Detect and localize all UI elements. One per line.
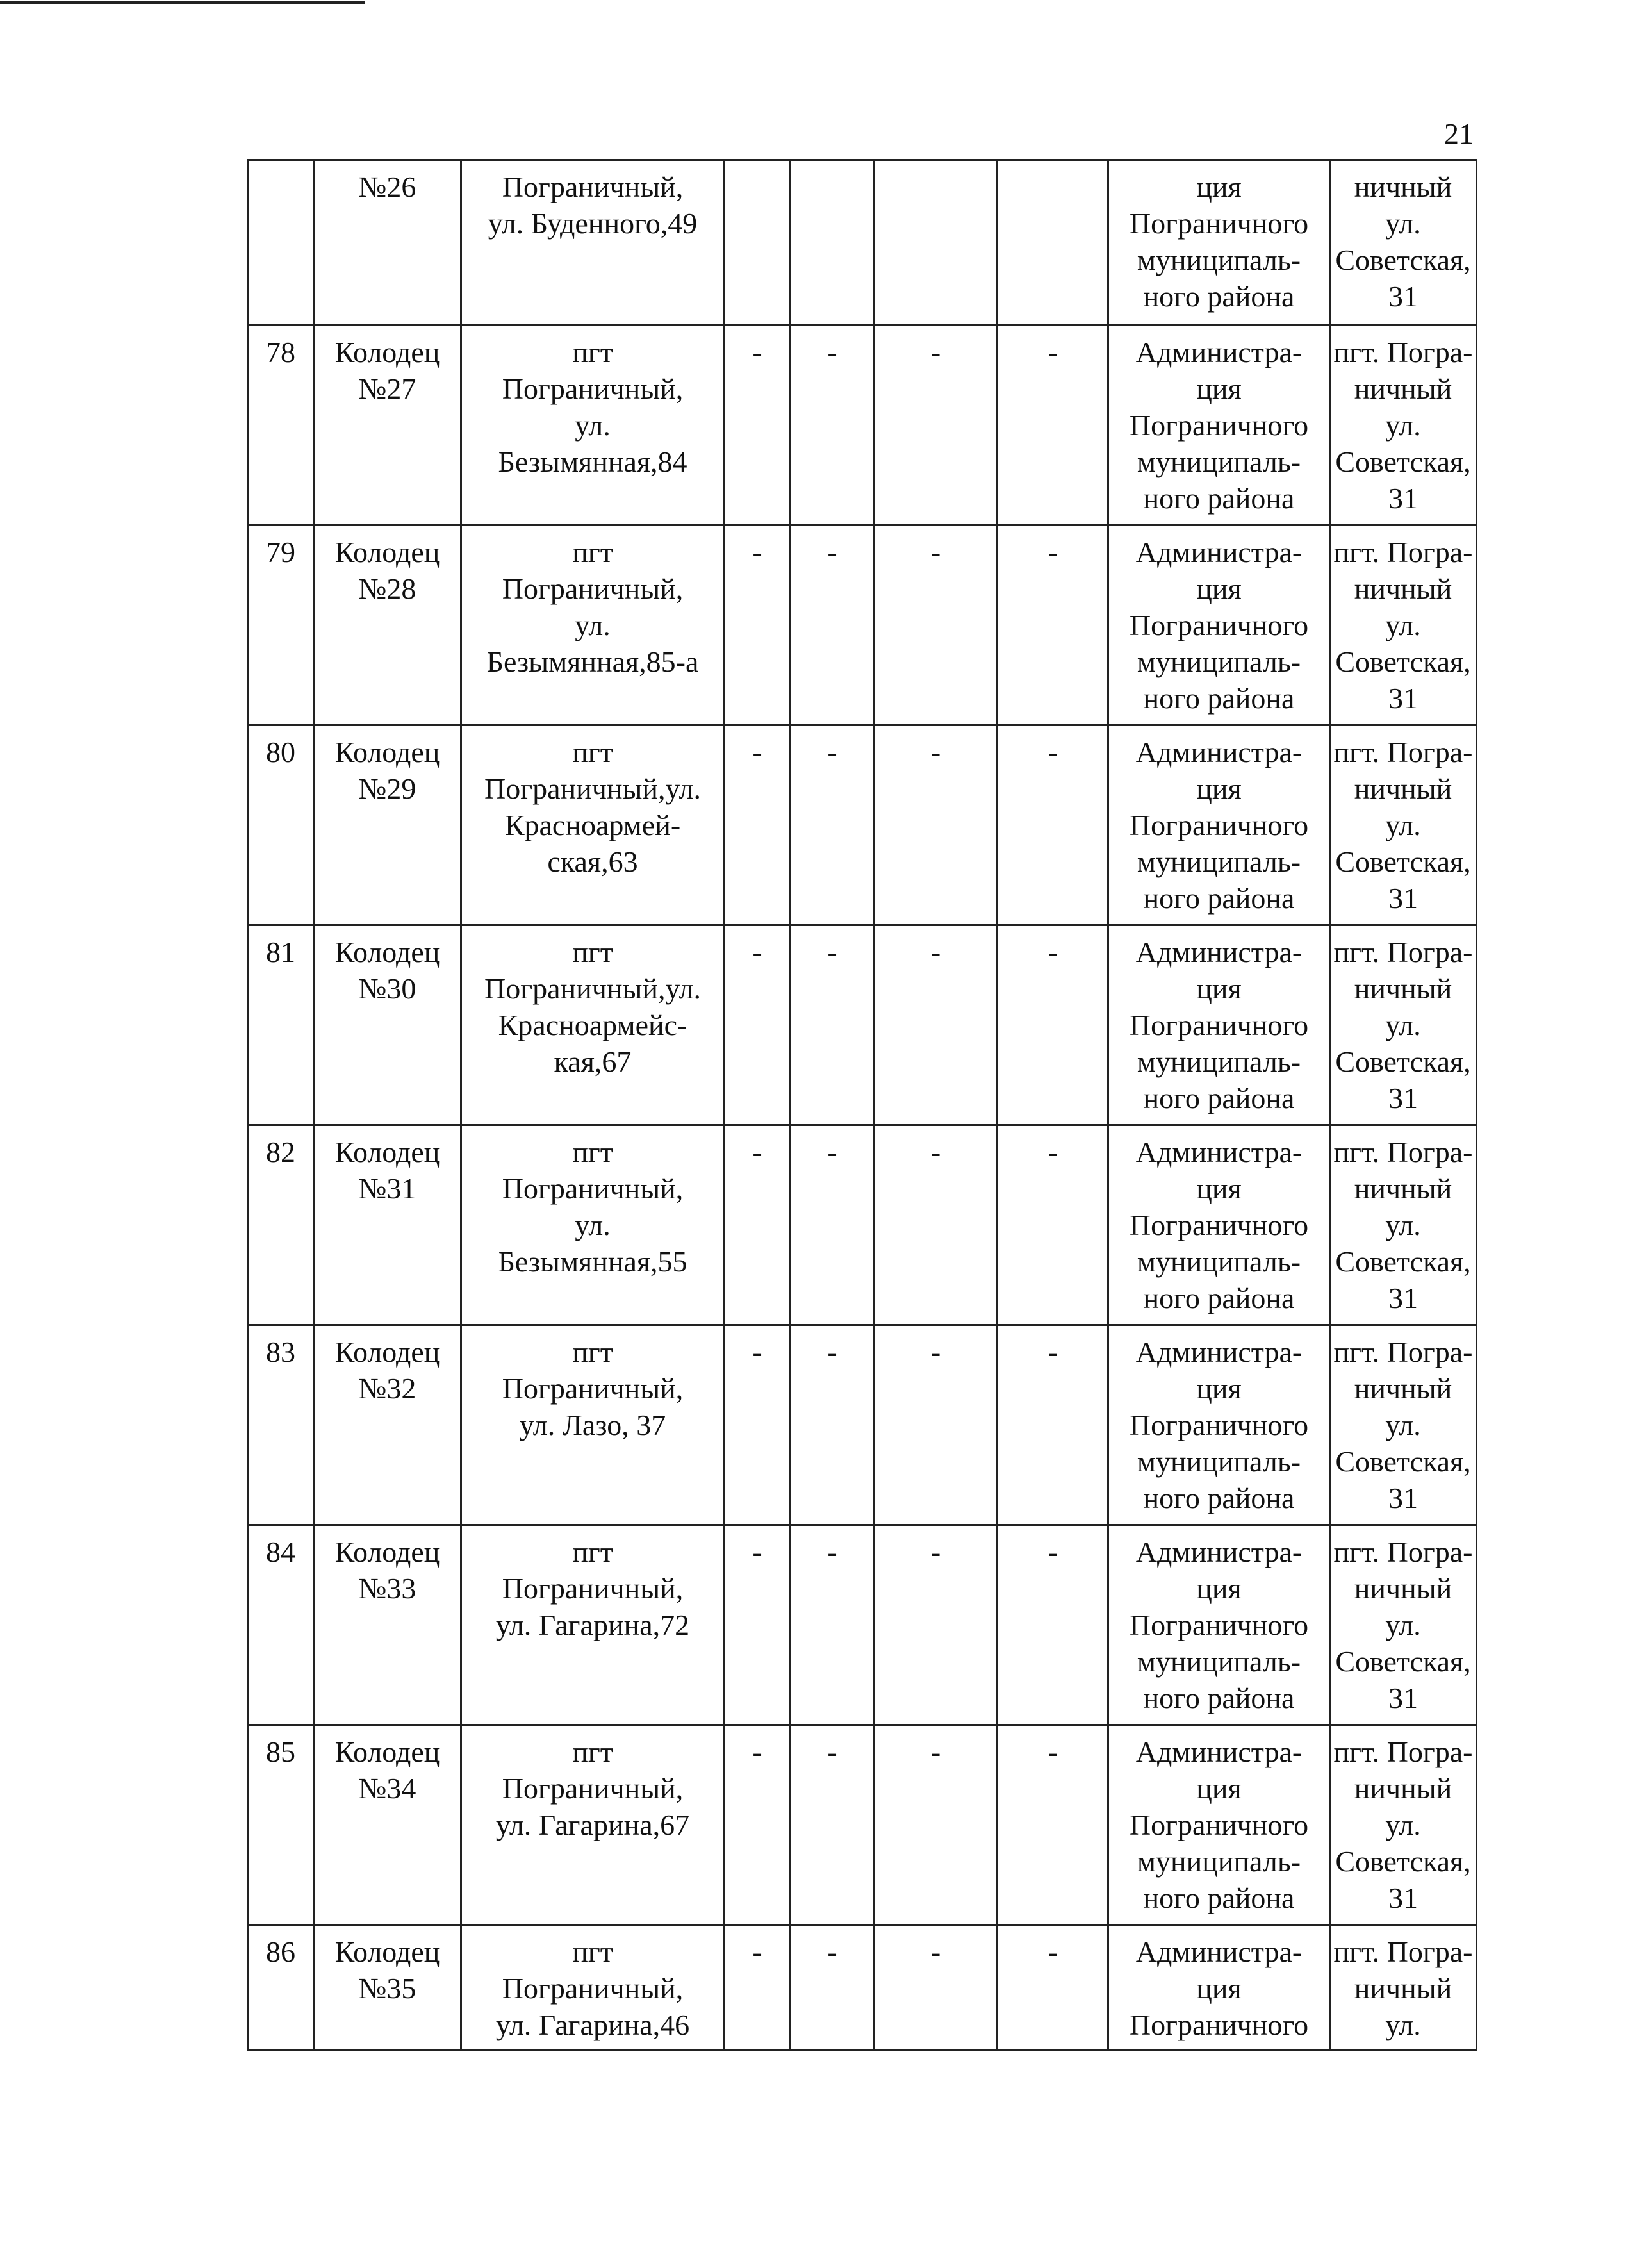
value-cell: - [998,725,1108,925]
owner-address: пгт. Погра- ничный ул. Советская, 31 [1330,925,1477,1125]
owner: Администра- ция Пограничного муниципаль- ного района [1108,1325,1330,1525]
well-name: Колодец №35 [314,1925,461,2051]
value-cell: - [998,1725,1108,1925]
owner: Администра- ция Пограничного муниципаль- ного района [1108,925,1330,1125]
value-cell: - [875,526,998,725]
owner-address: пгт. Погра- ничный ул. [1330,1925,1477,2051]
owner: Администра- ция Пограничного муниципаль- ного района [1108,1125,1330,1325]
value-cell [875,160,998,326]
owner-address: пгт. Погра- ничный ул. Советская, 31 [1330,526,1477,725]
value-cell: - [998,1325,1108,1525]
owner-address: ничный ул. Советская, 31 [1330,160,1477,326]
table-row [248,326,1477,526]
value-cell: - [791,925,875,1125]
table-row [248,725,1477,925]
table-row [248,526,1477,725]
value-cell: - [725,1525,791,1725]
row-number: 85 [248,1725,314,1925]
table-row [248,1925,1477,2051]
value-cell: - [875,1125,998,1325]
owner-address: пгт. Погра- ничный ул. Советская, 31 [1330,1725,1477,1925]
table-row [248,925,1477,1125]
well-address: пгт Пограничный, ул. Безымянная,84 [461,326,725,526]
well-name: Колодец №34 [314,1725,461,1925]
value-cell: - [875,925,998,1125]
value-cell: - [875,1725,998,1925]
value-cell: - [725,1925,791,2051]
value-cell: - [725,1325,791,1525]
value-cell: - [725,526,791,725]
value-cell: - [875,1925,998,2051]
owner: Администра- ция Пограничного муниципаль- ного района [1108,1525,1330,1725]
scan-edge-line [0,1,365,4]
well-address: пгт Пограничный, ул. Лазо, 37 [461,1325,725,1525]
value-cell: - [875,1325,998,1525]
owner: Администра- ция Пограничного муниципаль- ного района [1108,526,1330,725]
value-cell: - [791,1125,875,1325]
well-address: пгт Пограничный, ул. Безымянная,55 [461,1125,725,1325]
value-cell: - [998,1925,1108,2051]
well-name: Колодец №33 [314,1525,461,1725]
owner-address: пгт. Погра- ничный ул. Советская, 31 [1330,1325,1477,1525]
row-number: 79 [248,526,314,725]
wells-table [247,159,1477,2051]
value-cell: - [998,326,1108,526]
well-name: Колодец №31 [314,1125,461,1325]
value-cell: - [791,326,875,526]
value-cell: - [791,526,875,725]
well-name: Колодец №32 [314,1325,461,1525]
value-cell: - [875,326,998,526]
well-address: Пограничный, ул. Буденного,49 [461,160,725,326]
owner: Администра- ция Пограничного муниципаль- ного района [1108,1725,1330,1925]
value-cell: - [791,1325,875,1525]
row-number: 78 [248,326,314,526]
value-cell: - [875,1525,998,1725]
table-row [248,1725,1477,1925]
table-row [248,160,1477,326]
value-cell: - [725,725,791,925]
row-number [248,160,314,326]
row-number: 80 [248,725,314,925]
value-cell [791,160,875,326]
value-cell: - [998,925,1108,1125]
well-address: пгт Пограничный, ул. Гагарина,67 [461,1725,725,1925]
row-number: 84 [248,1525,314,1725]
owner-address: пгт. Погра- ничный ул. Советская, 31 [1330,1125,1477,1325]
well-name: Колодец №29 [314,725,461,925]
value-cell: - [998,526,1108,725]
owner-address: пгт. Погра- ничный ул. Советская, 31 [1330,1525,1477,1725]
well-address: пгт Пограничный, ул. Гагарина,72 [461,1525,725,1725]
well-name: Колодец №28 [314,526,461,725]
value-cell: - [725,1725,791,1925]
row-number: 86 [248,1925,314,2051]
table-row [248,1125,1477,1325]
value-cell: - [875,725,998,925]
row-number: 83 [248,1325,314,1525]
value-cell: - [725,925,791,1125]
well-name: Колодец №27 [314,326,461,526]
value-cell: - [998,1125,1108,1325]
well-address: пгт Пограничный,ул. Красноармей- ская,63 [461,725,725,925]
value-cell: - [998,1525,1108,1725]
owner: Администра- ция Пограничного муниципаль- ного района [1108,725,1330,925]
value-cell [998,160,1108,326]
value-cell: - [791,1725,875,1925]
value-cell [725,160,791,326]
table-row [248,1325,1477,1525]
well-address: пгт Пограничный, ул. Безымянная,85-а [461,526,725,725]
table-row [248,1525,1477,1725]
value-cell: - [791,1925,875,2051]
owner: ция Пограничного муниципаль- ного района [1108,160,1330,326]
value-cell: - [725,326,791,526]
row-number: 82 [248,1125,314,1325]
page-number: 21 [1444,117,1474,150]
value-cell: - [791,725,875,925]
owner-address: пгт. Погра- ничный ул. Советская, 31 [1330,725,1477,925]
owner: Администра- ция Пограничного муниципаль- ного района [1108,326,1330,526]
row-number: 81 [248,925,314,1125]
value-cell: - [725,1125,791,1325]
owner: Администра- ция Пограничного [1108,1925,1330,2051]
owner-address: пгт. Погра- ничный ул. Советская, 31 [1330,326,1477,526]
well-address: пгт Пограничный, ул. Гагарина,46 [461,1925,725,2051]
value-cell: - [791,1525,875,1725]
well-name: №26 [314,160,461,326]
well-name: Колодец №30 [314,925,461,1125]
well-address: пгт Пограничный,ул. Красноармейс- кая,67 [461,925,725,1125]
